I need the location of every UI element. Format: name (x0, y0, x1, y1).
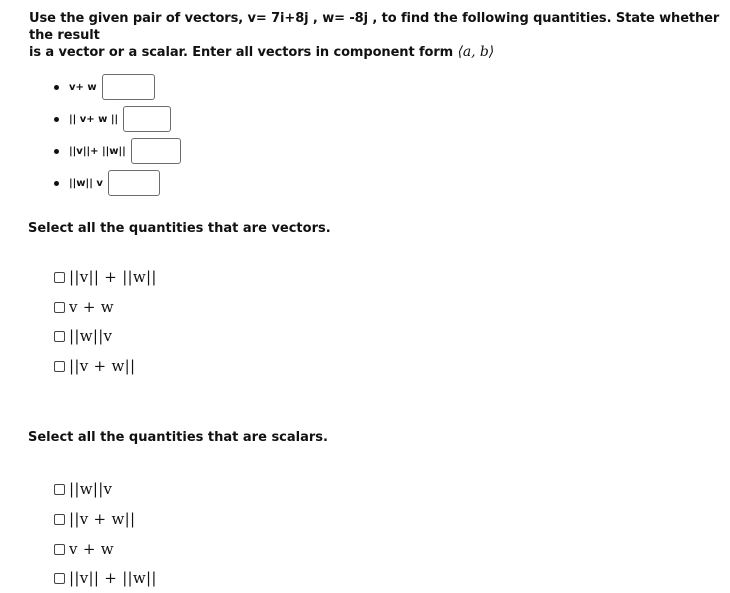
checkbox[interactable] (54, 331, 65, 342)
answer-input-v-plus-w[interactable] (102, 74, 155, 100)
bullet-icon (54, 149, 59, 154)
option-label: v + w (69, 540, 114, 558)
problem-line-2 (29, 44, 729, 61)
answer-input-norm-v-plus-w[interactable] (123, 106, 171, 132)
option-label: ||v|| + ||w|| (69, 569, 157, 587)
quantity-row-norm-v-plus-w (54, 104, 171, 134)
component-form-notation: ⟨a, b⟩ (457, 44, 495, 60)
quantity-label: ||w|| v (69, 177, 103, 189)
quantity-label: ||v||+ ||w|| (69, 145, 126, 157)
bullet-icon (54, 117, 59, 122)
problem-line-1: Use the given pair of vectors, v= 7i+8j , w= -8j , to find the following quantities. State whether the result (29, 11, 720, 43)
vector-option-2[interactable] (54, 298, 114, 316)
bullet-icon (54, 181, 59, 186)
answer-input-norm-w-times-v[interactable] (108, 170, 160, 196)
quantity-row-norm-v-plus-norm-w (54, 136, 181, 166)
problem-statement (29, 10, 729, 61)
answer-input-norm-v-plus-norm-w[interactable] (131, 138, 181, 164)
scalar-option-1[interactable] (54, 480, 112, 498)
checkbox[interactable] (54, 544, 65, 555)
bullet-icon (54, 85, 59, 90)
scalar-option-3[interactable] (54, 540, 114, 558)
option-label: ||w||v (69, 480, 113, 498)
scalar-option-4[interactable] (54, 569, 157, 587)
option-label: v + w (69, 298, 114, 316)
quantity-row-norm-w-times-v (54, 168, 160, 198)
vector-option-3[interactable] (54, 327, 112, 345)
quantity-row-v-plus-w (54, 72, 155, 102)
option-label: ||v|| + ||w|| (69, 268, 157, 286)
option-label: ||v + w|| (69, 357, 136, 375)
checkbox[interactable] (54, 484, 65, 495)
quantity-label: v+ w (69, 81, 97, 93)
option-label: ||w||v (69, 327, 113, 345)
option-label: ||v + w|| (69, 510, 136, 528)
vector-option-1[interactable] (54, 268, 157, 286)
vector-option-4[interactable] (54, 357, 135, 375)
quantity-label: || v+ w || (69, 113, 119, 125)
checkbox[interactable] (54, 302, 65, 313)
vectors-question-title: Select all the quantities that are vectors. (28, 221, 331, 236)
checkbox[interactable] (54, 361, 65, 372)
scalars-question-title: Select all the quantities that are scalars. (28, 430, 328, 445)
checkbox[interactable] (54, 514, 65, 525)
scalar-option-2[interactable] (54, 510, 135, 528)
problem-line-2-text: is a vector or a scalar. Enter all vectors in component form (29, 45, 458, 60)
checkbox[interactable] (54, 272, 65, 283)
checkbox[interactable] (54, 573, 65, 584)
